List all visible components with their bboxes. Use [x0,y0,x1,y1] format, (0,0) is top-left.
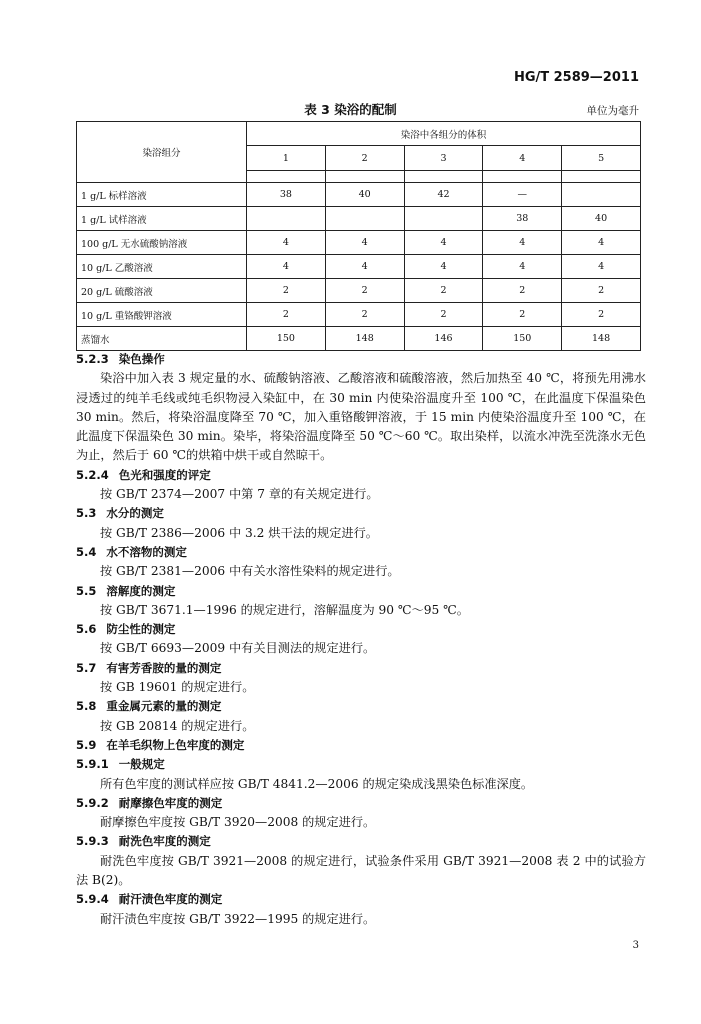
section-heading [76,504,646,523]
table-col-header: 3 [404,146,483,171]
table-cell: 4 [404,255,483,279]
section-heading [76,832,646,851]
section-number: 5.9.3 [76,834,109,849]
section-text: 所有色牢度的测试样应按 GB/T 4841.2—2006 的规定染成浅黑染色标准深度。 [100,776,534,791]
table-cell: 4 [483,231,562,255]
table-cell: 146 [404,327,483,351]
table-cell [562,183,641,207]
table-row [77,255,641,279]
dye-bath-table [76,121,641,351]
section-number: 5.9.4 [76,892,109,907]
table-header-component: 染浴组分 [77,122,247,183]
section-text: 耐摩擦色牢度按 GB/T 3920—2008 的规定进行。 [100,815,376,830]
section-number: 5.2.3 [76,352,109,366]
section-title: 染色操作 [118,352,165,366]
table-title: 表 3 染浴的配制 [304,102,397,117]
table-cell: 4 [247,231,326,255]
row-label: 1 g/L 试样溶液 [77,207,247,231]
table-header-group: 染浴中各组分的体积 [247,122,641,146]
section-title: 防尘性的测定 [106,622,176,637]
row-label: 20 g/L 硫酸溶液 [77,279,247,303]
table-cell: 4 [247,255,326,279]
table-cell: 148 [562,327,641,351]
table-row [77,183,641,207]
section-text: 按 GB/T 2386—2006 中 3.2 烘干法的规定进行。 [100,525,378,540]
table-cell [325,207,404,231]
section-title: 耐摩擦色牢度的测定 [118,795,223,810]
section-number: 5.2.4 [76,467,109,482]
section-heading [76,659,646,678]
table-cell: 148 [325,327,404,351]
section-title: 色光和强度的评定 [118,467,211,482]
section-number: 5.4 [76,544,97,559]
table-cell: 2 [247,303,326,327]
table-col-header: 5 [562,146,641,171]
table-cell: — [483,183,562,207]
section-title: 耐洗色牢度的测定 [118,834,211,849]
section-heading [76,466,646,485]
section-heading [76,890,646,909]
table-cell [247,207,326,231]
table-unit: 单位为毫升 [586,105,639,117]
table-cell [404,207,483,231]
row-label: 10 g/L 乙酸溶液 [77,255,247,279]
table-cell: 2 [247,279,326,303]
section-number: 5.9.1 [76,757,109,772]
standard-code: HG/T 2589—2011 [513,70,639,85]
section-number: 5.6 [76,622,97,637]
section-heading [76,736,646,755]
section-number: 5.5 [76,583,97,598]
table-cell: 2 [562,279,641,303]
section-text: 耐汗渍色牢度按 GB/T 3922—1995 的规定进行。 [100,911,376,926]
table-row [77,303,641,327]
section-number: 5.3 [76,506,97,521]
table-cell: 2 [325,303,404,327]
section-title: 水分的测定 [106,506,164,521]
document-body [76,350,646,929]
section-number: 5.9.2 [76,795,109,810]
section-text: 按 GB 20814 的规定进行。 [100,718,255,733]
table-cell: 40 [562,207,641,231]
table-cell: 42 [404,183,483,207]
table-cell: 2 [483,279,562,303]
section-heading [76,697,646,716]
section-title: 耐汗渍色牢度的测定 [118,892,223,907]
section-text: 按 GB/T 2381—2006 中有关水溶性染料的规定进行。 [100,564,400,579]
table-col-header: 1 [247,146,326,171]
table-row [77,231,641,255]
row-label: 10 g/L 重铬酸钾溶液 [77,303,247,327]
section-number: 5.8 [76,699,97,714]
row-label: 1 g/L 标样溶液 [77,183,247,207]
section-text: 按 GB/T 3671.1—1996 的规定进行，溶解温度为 90 ℃～95 ℃。 [100,602,469,617]
section-heading [76,543,646,562]
table-cell: 2 [562,303,641,327]
section-title: 在羊毛织物上色牢度的测定 [106,737,245,752]
table-row [77,279,641,303]
table-col-header: 4 [483,146,562,171]
table-row [77,327,641,351]
section-heading [76,350,646,369]
section-title: 水不溶物的测定 [106,544,187,559]
section-number: 5.9 [76,737,97,752]
table-cell: 40 [325,183,404,207]
section-heading [76,755,646,774]
table-cell: 150 [483,327,562,351]
section-title: 重金属元素的量的测定 [106,699,222,714]
section-title: 一般规定 [118,757,165,772]
table-cell: 4 [325,231,404,255]
section-text: 染浴中加入表 3 规定量的水、硫酸钠溶液、乙酸溶液和硫酸溶液，然后加热至 40 ℃，将预先用沸水浸透过的纯羊毛线或纯毛织物浸入染缸中，在 30 min 内使染浴温度升至 100 ℃，在此温度下保温染色 30 min。然后，将染浴温度降至 70 ℃，加入重铬酸钾溶液，于 15 min 内使染浴温度升至 100 ℃，在此温度下保温染色 30 min。染毕，将染浴温度降至 50 ℃～60 ℃。取出染样，以流水冲洗至洗涤水无色为止，然后于 60 ℃的烘箱中烘干或自然晾干。 [76,371,646,463]
section-title: 溶解度的测定 [106,583,176,598]
table-cell: 2 [404,303,483,327]
page-number: 3 [632,940,639,951]
section-heading [76,620,646,639]
section-text: 按 GB/T 2374—2007 中第 7 章的有关规定进行。 [100,487,379,502]
row-label: 蒸馏水 [77,327,247,351]
table-cell: 4 [404,231,483,255]
table-cell: 2 [325,279,404,303]
table-cell: 4 [562,231,641,255]
section-text: 耐洗色牢度按 GB/T 3921—2008 的规定进行，试验条件采用 GB/T 3921—2008 表 2 中的试验方法 B(2)。 [76,853,646,888]
table-cell: 4 [325,255,404,279]
table-col-header: 2 [325,146,404,171]
table-cell: 150 [247,327,326,351]
section-text: 按 GB 19601 的规定进行。 [100,680,255,695]
table-row [77,207,641,231]
section-number: 5.7 [76,660,97,675]
table-cell: 2 [483,303,562,327]
section-title: 有害芳香胺的量的测定 [106,660,222,675]
section-heading [76,582,646,601]
table-cell: 38 [247,183,326,207]
table-cell: 4 [483,255,562,279]
row-label: 100 g/L 无水硫酸钠溶液 [77,231,247,255]
table-cell: 4 [562,255,641,279]
section-text: 按 GB/T 6693—2009 中有关目测法的规定进行。 [100,641,376,656]
section-heading [76,794,646,813]
table-cell: 38 [483,207,562,231]
table-cell: 2 [404,279,483,303]
